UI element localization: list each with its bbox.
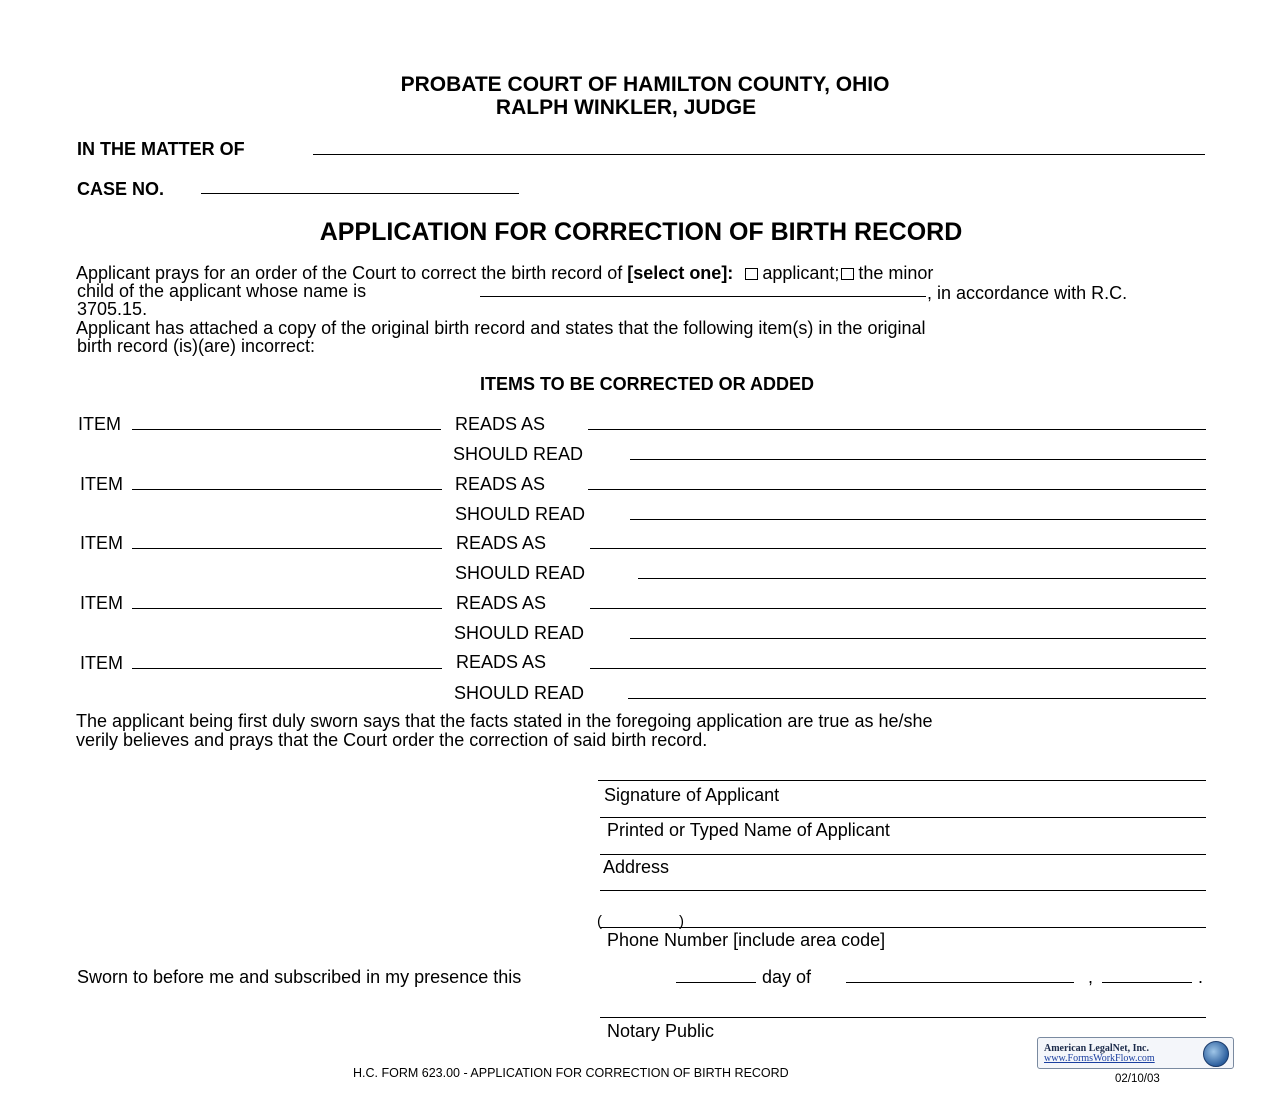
- form-title: APPLICATION FOR CORRECTION OF BIRTH RECORD: [319, 218, 963, 246]
- case-number-field[interactable]: [201, 193, 519, 194]
- phone-label: Phone Number [include area code]: [607, 930, 886, 950]
- phone-paren-open: (: [597, 913, 602, 930]
- items-heading: ITEMS TO BE CORRECTED OR ADDED: [479, 374, 815, 394]
- should-read-field[interactable]: [628, 698, 1206, 699]
- printed-name-field[interactable]: [600, 817, 1206, 818]
- reads-as-label: READS AS: [456, 652, 547, 672]
- should-read-label: SHOULD READ: [455, 563, 586, 583]
- jurat-period: .: [1198, 967, 1204, 987]
- minor-option-label: the minor: [858, 263, 934, 283]
- jurat-text: Sworn to before me and subscribed in my presence this: [77, 967, 522, 987]
- intro-line-2a: child of the applicant whose name is: [77, 281, 367, 301]
- should-read-field[interactable]: [630, 519, 1206, 520]
- matter-label: IN THE MATTER OF: [77, 139, 245, 159]
- reads-as-field[interactable]: [590, 608, 1206, 609]
- should-read-field[interactable]: [630, 638, 1206, 639]
- reads-as-field[interactable]: [588, 429, 1206, 430]
- signature-label: Signature of Applicant: [604, 785, 780, 805]
- jurat-day-of: day of: [762, 967, 812, 987]
- item-field[interactable]: [132, 608, 442, 609]
- judge-name: RALPH WINKLER, JUDGE: [495, 96, 757, 119]
- minor-child-checkbox[interactable]: [841, 268, 854, 280]
- reads-as-label: READS AS: [455, 474, 546, 494]
- court-name: PROBATE COURT OF HAMILTON COUNTY, OHIO: [400, 73, 890, 96]
- item-label: ITEM: [80, 593, 123, 613]
- signature-field[interactable]: [598, 780, 1206, 781]
- phone-field[interactable]: [600, 927, 1206, 928]
- item-field[interactable]: [132, 429, 441, 430]
- sworn-statement-line-1: The applicant being first duly sworn says that the facts stated in the foregoing application are true as he/she: [76, 711, 933, 731]
- reads-as-label: READS AS: [455, 414, 546, 434]
- intro-line-3: 3705.15.: [77, 299, 148, 319]
- reads-as-label: READS AS: [456, 593, 547, 613]
- intro-line-1-text: Applicant prays for an order of the Court to correct the birth record of: [76, 263, 628, 283]
- applicant-checkbox[interactable]: [745, 268, 758, 280]
- item-field[interactable]: [132, 548, 442, 549]
- case-number-label: CASE NO.: [77, 179, 165, 199]
- intro-line-4: Applicant has attached a copy of the original birth record and states that the following item(s) in the original: [76, 318, 926, 338]
- item-label: ITEM: [80, 533, 123, 553]
- item-field[interactable]: [132, 668, 442, 669]
- logo-company-name: American LegalNet, Inc.: [1044, 1043, 1149, 1054]
- should-read-field[interactable]: [630, 459, 1206, 460]
- globe-icon: [1203, 1041, 1229, 1067]
- intro-line-2b: , in accordance with R.C.: [927, 283, 1128, 303]
- should-read-field[interactable]: [638, 578, 1206, 579]
- footer-date: 02/10/03: [1115, 1073, 1160, 1085]
- jurat-year-field[interactable]: [1102, 982, 1192, 983]
- item-label: ITEM: [80, 474, 123, 494]
- printed-name-label: Printed or Typed Name of Applicant: [607, 820, 890, 840]
- footer-form-id: H.C. FORM 623.00 - APPLICATION FOR CORRECTION OF BIRTH RECORD: [353, 1066, 789, 1080]
- address-field-1[interactable]: [600, 854, 1206, 855]
- should-read-label: SHOULD READ: [453, 444, 584, 464]
- notary-signature-field[interactable]: [600, 1017, 1206, 1018]
- minor-child-name-field[interactable]: [480, 296, 926, 297]
- reads-as-label: READS AS: [456, 533, 547, 553]
- address-field-2[interactable]: [600, 890, 1206, 891]
- americanlegalnet-logo[interactable]: [1037, 1037, 1234, 1069]
- intro-line-1: [76, 263, 933, 283]
- should-read-label: SHOULD READ: [454, 623, 585, 643]
- address-label: Address: [603, 857, 670, 877]
- select-one-label: [select one]:: [627, 263, 734, 283]
- jurat-month-field[interactable]: [846, 982, 1074, 983]
- matter-field[interactable]: [313, 154, 1205, 155]
- item-label: ITEM: [78, 414, 121, 434]
- reads-as-field[interactable]: [590, 548, 1206, 549]
- phone-paren-close: ): [679, 913, 684, 930]
- sworn-statement-line-2: verily believes and prays that the Court order the correction of said birth record.: [76, 730, 708, 750]
- item-field[interactable]: [132, 489, 442, 490]
- logo-website-link[interactable]: www.FormsWorkFlow.com: [1044, 1053, 1155, 1064]
- intro-line-5: birth record (is)(are) incorrect:: [77, 336, 316, 356]
- applicant-option-label: applicant;: [762, 263, 840, 283]
- should-read-label: SHOULD READ: [454, 683, 585, 703]
- notary-label: Notary Public: [607, 1021, 715, 1041]
- jurat-day-field[interactable]: [676, 982, 756, 983]
- reads-as-field[interactable]: [588, 489, 1206, 490]
- item-label: ITEM: [80, 653, 123, 673]
- should-read-label: SHOULD READ: [455, 504, 586, 524]
- reads-as-field[interactable]: [590, 668, 1206, 669]
- jurat-comma: ,: [1088, 967, 1094, 987]
